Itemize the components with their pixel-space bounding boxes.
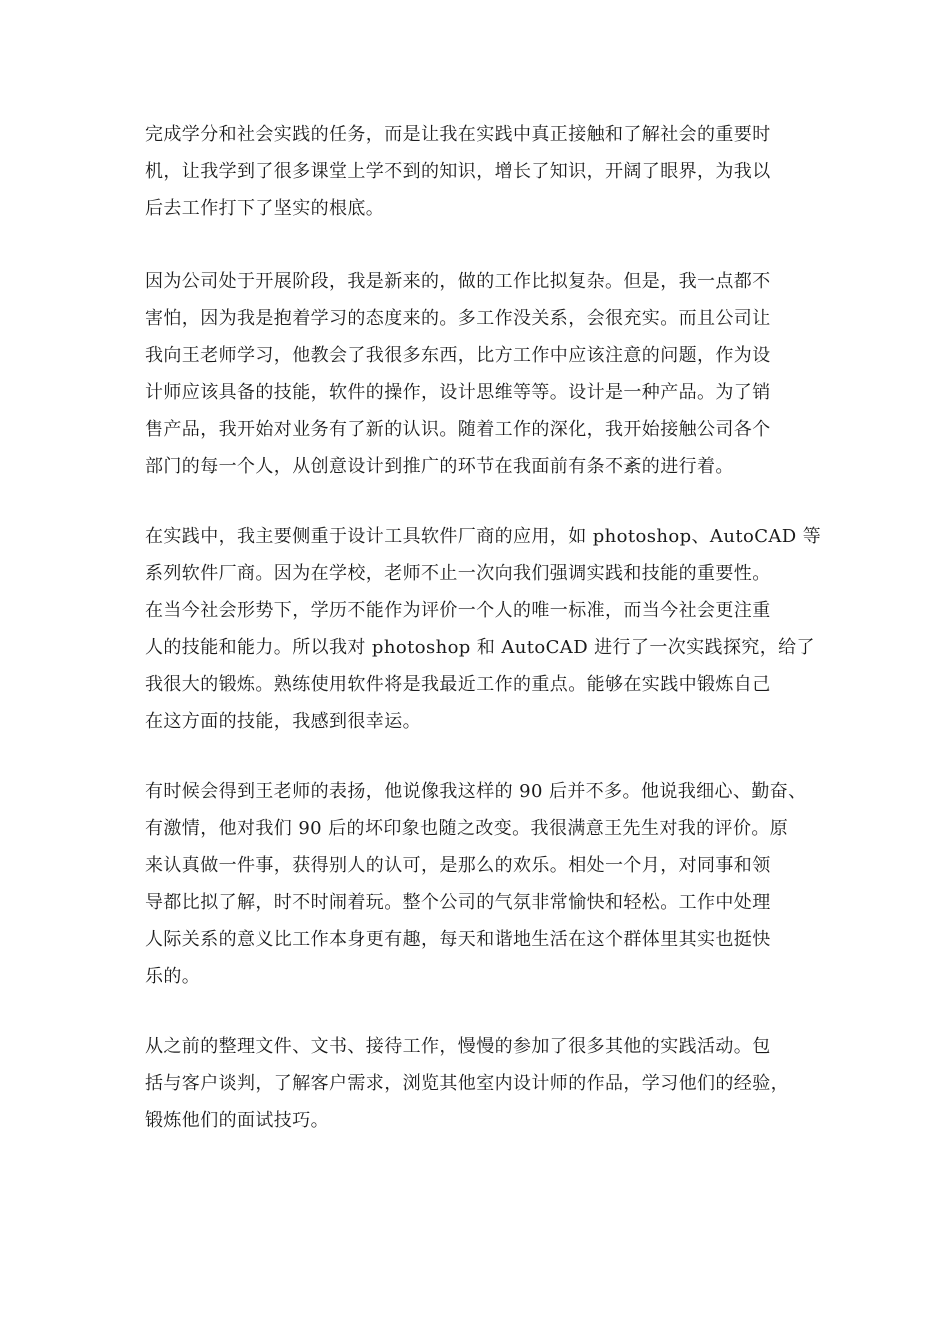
- text-line: 来认真做一件事，获得别人的认可，是那么的欢乐。相处一个月，对同事和领: [145, 855, 771, 876]
- text-line: 机，让我学到了很多课堂上学不到的知识，增长了知识，开阔了眼界，为我以: [145, 161, 771, 182]
- text-line: 我很大的锻炼。熟练使用软件将是我最近工作的重点。能够在实践中锻炼自己: [145, 674, 771, 695]
- text-line: 售产品，我开始对业务有了新的认识。随着工作的深化，我开始接触公司各个: [145, 419, 771, 440]
- text-line: 导都比拟了解，时不时闹着玩。整个公司的气氛非常愉快和轻松。工作中处理: [145, 892, 771, 913]
- text-line: 人际关系的意义比工作本身更有趣，每天和谐地生活在这个群体里其实也挺快: [145, 929, 771, 950]
- text-line: 部门的每一个人，从创意设计到推广的环节在我面前有条不紊的进行着。: [145, 456, 734, 477]
- text-line: 有时候会得到王老师的表扬，他说像我这样的 90 后并不多。他说我细心、勤奋、: [145, 781, 807, 802]
- text-line: 害怕，因为我是抱着学习的态度来的。多工作没关系，会很充实。而且公司让: [145, 308, 771, 329]
- text-line: 人的技能和能力。所以我对 photoshop 和 AutoCAD 进行了一次实践探究，给了: [145, 637, 815, 658]
- text-line: 有激情，他对我们 90 后的坏印象也随之改变。我很满意王先生对我的评价。原: [145, 818, 789, 839]
- text-line: 在实践中，我主要侧重于设计工具软件厂商的应用，如 photoshop、AutoCAD 等: [145, 526, 822, 547]
- text-line: 我向王老师学习，他教会了我很多东西，比方工作中应该注意的问题，作为设: [145, 345, 771, 366]
- text-line: 括与客户谈判，了解客户需求，浏览其他室内设计师的作品，学习他们的经验，: [145, 1073, 789, 1094]
- text-line: 锻炼他们的面试技巧。: [145, 1110, 329, 1131]
- text-line: 后去工作打下了坚实的根底。: [145, 198, 385, 219]
- text-line: 计师应该具备的技能，软件的操作，设计思维等等。设计是一种产品。为了销: [145, 382, 771, 403]
- text-line: 因为公司处于开展阶段，我是新来的，做的工作比拟复杂。但是，我一点都不: [145, 271, 771, 292]
- text-line: 在当今社会形势下，学历不能作为评价一个人的唯一标准，而当今社会更注重: [145, 600, 771, 621]
- text-line: 在这方面的技能，我感到很幸运。: [145, 711, 421, 732]
- text-line: 完成学分和社会实践的任务，而是让我在实践中真正接触和了解社会的重要时: [145, 124, 771, 145]
- text-line: 乐的。: [145, 966, 201, 987]
- text-line: 系列软件厂商。因为在学校，老师不止一次向我们强调实践和技能的重要性。: [145, 563, 771, 584]
- text-line: 从之前的整理文件、文书、接待工作，慢慢的参加了很多其他的实践活动。包: [145, 1036, 771, 1057]
